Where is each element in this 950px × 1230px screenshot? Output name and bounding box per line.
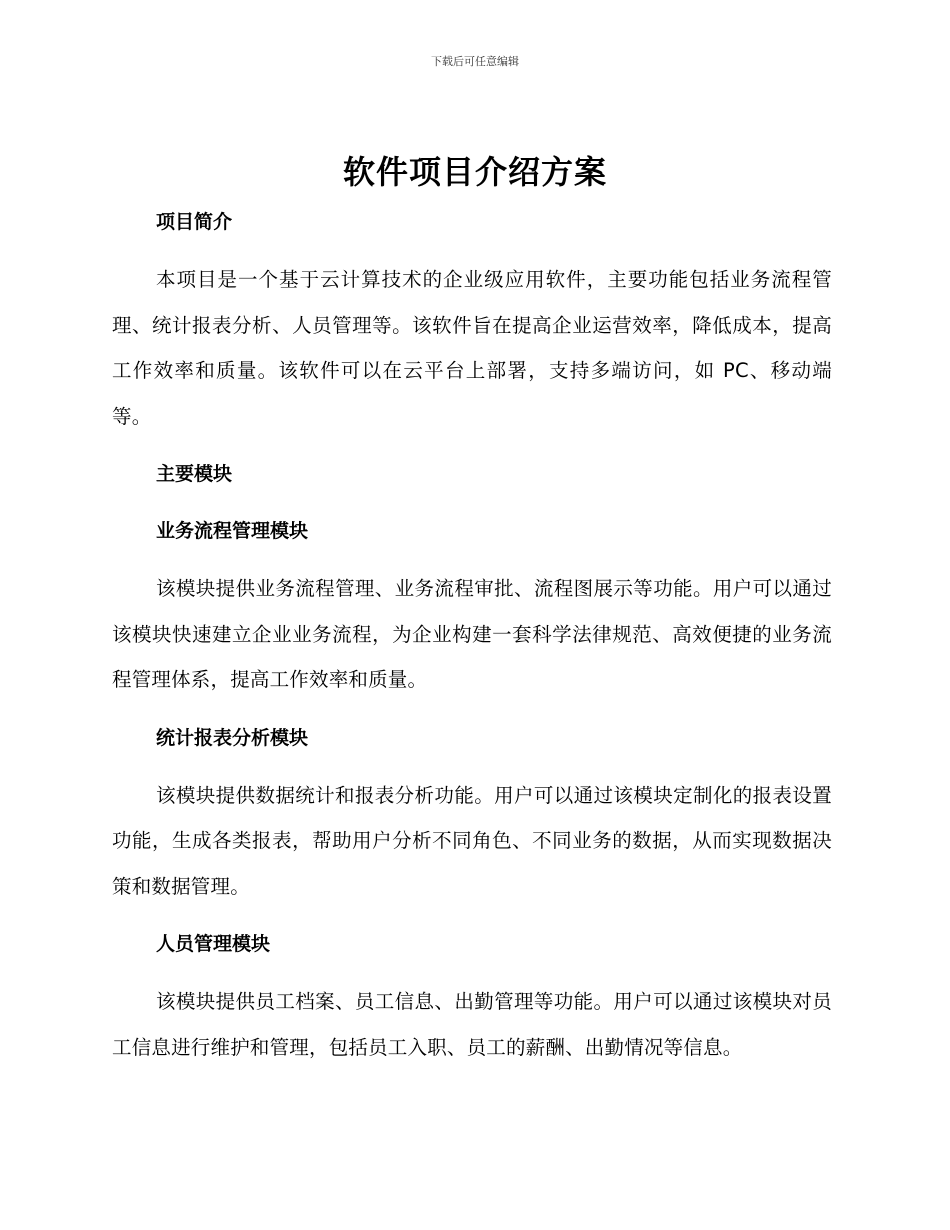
section-heading-personnel-module: 人员管理模块	[156, 933, 271, 955]
section-paragraph-workflow-module: 该模块提供业务流程管理、业务流程审批、流程图展示等功能。用户可以通过该模块快速建立企业业务流程，为企业构建一套科学法律规范、高效便捷的业务流程管理体系，提高工作效率和质量。	[112, 577, 832, 691]
document-body	[112, 200, 832, 1083]
section-heading-main-modules: 主要模块	[156, 463, 233, 485]
section-paragraph-project-intro: 本项目是一个基于云计算技术的企业级应用软件，主要功能包括业务流程管理、统计报表分析、人员管理等。该软件旨在提高企业运营效率，降低成本，提高工作效率和质量。该软件可以在云平台上部署，支持多端访问，如 PC、移动端等。	[112, 268, 832, 428]
document-title: 软件项目介绍方案	[342, 153, 607, 191]
page-header-note: 下载后可任意编辑	[431, 55, 519, 68]
section-heading-workflow-module: 业务流程管理模块	[156, 520, 309, 542]
section-paragraph-report-module: 该模块提供数据统计和报表分析功能。用户可以通过该模块定制化的报表设置功能，生成各类报表，帮助用户分析不同角色、不同业务的数据，从而实现数据决策和数据管理。	[112, 783, 832, 898]
section-heading-project-intro: 项目简介	[156, 211, 233, 233]
section-paragraph-personnel-module: 该模块提供员工档案、员工信息、出勤管理等功能。用户可以通过该模块对员工信息进行维护和管理，包括员工入职、员工的薪酬、出勤情况等信息。	[112, 990, 832, 1059]
section-heading-report-module: 统计报表分析模块	[156, 726, 309, 749]
